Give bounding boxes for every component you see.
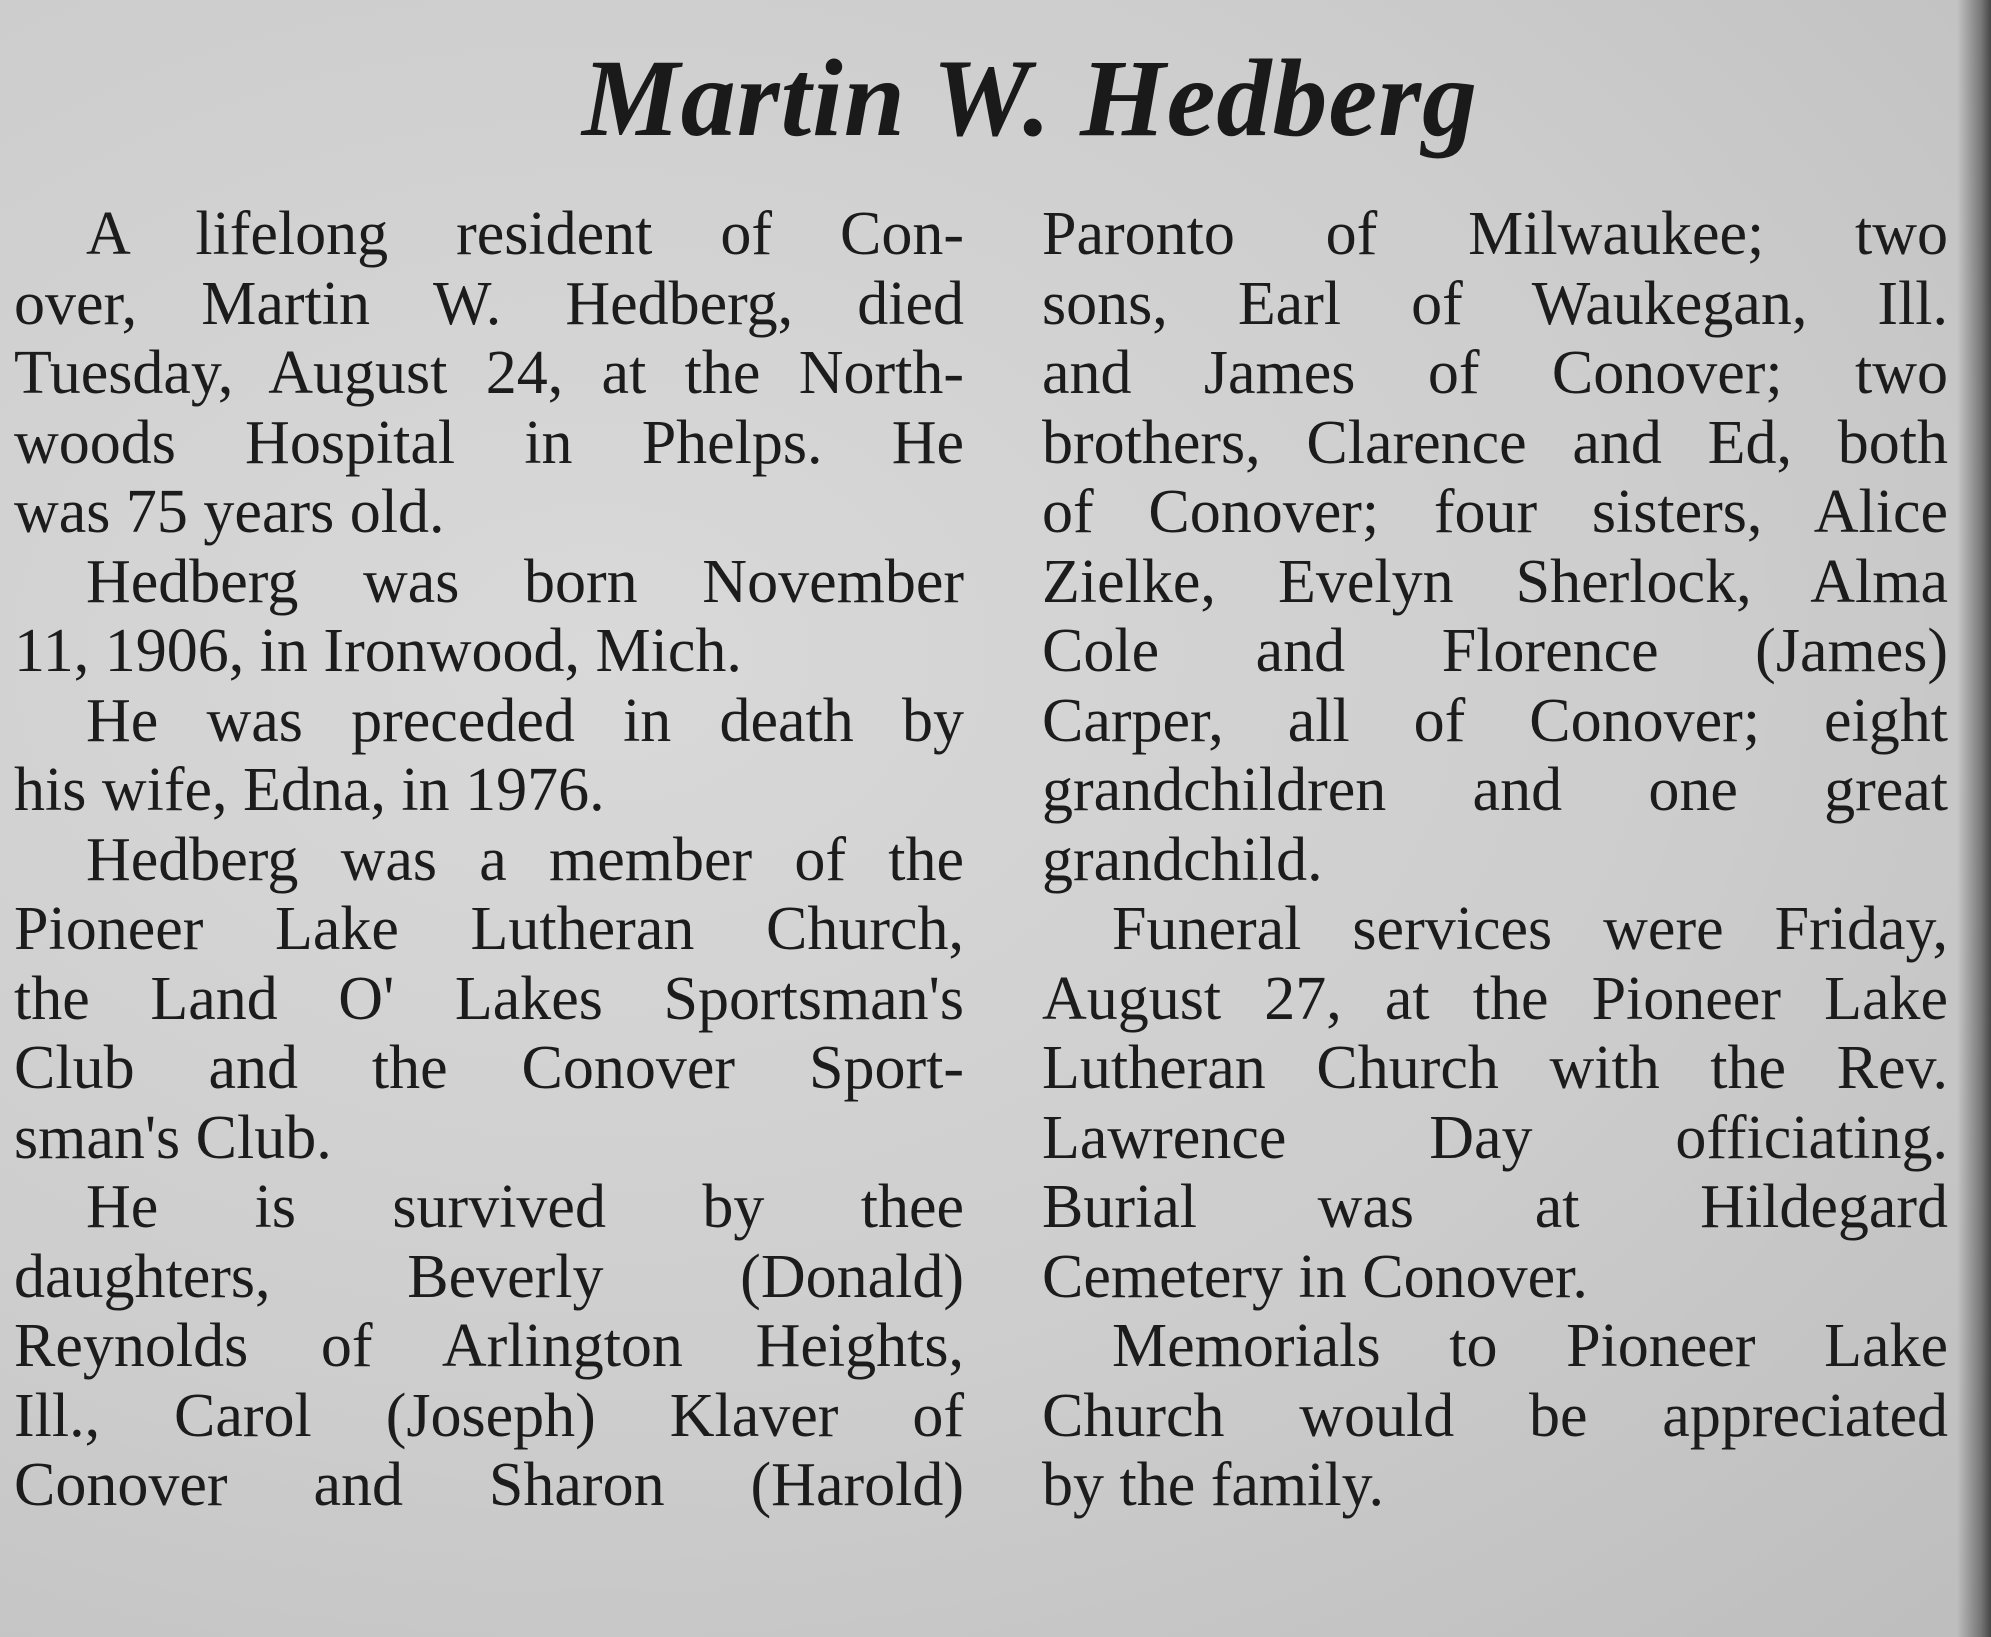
text-line: daughters, Beverly (Donald) bbox=[14, 1242, 964, 1311]
text-line: Ill., Carol (Joseph) Klaver of bbox=[14, 1381, 964, 1450]
text-line: Tuesday, August 24, at the North- bbox=[14, 339, 964, 407]
text-line: Pioneer Lake Lutheran Church, bbox=[14, 895, 964, 963]
text-line: Zielke, Evelyn Sherlock, Alma bbox=[1042, 547, 1948, 616]
text-line: of Conover; four sisters, Alice bbox=[1042, 478, 1948, 546]
text-line: Reynolds of Arlington Heights, bbox=[14, 1312, 964, 1380]
text-line: Cemetery in Conover. bbox=[1042, 1242, 1588, 1311]
text-line: Paronto of Milwaukee; two bbox=[1042, 200, 1948, 268]
text-line: over, Martin W. Hedberg, died bbox=[14, 269, 964, 338]
text-line: Cole and Florence (James) bbox=[1042, 617, 1948, 685]
text-line: the Land O' Lakes Sportsman's bbox=[14, 964, 964, 1033]
text-line: his wife, Edna, in 1976. bbox=[14, 756, 605, 824]
text-line: Carper, all of Conover; eight bbox=[1042, 686, 1948, 755]
text-line: Lutheran Church with the Rev. bbox=[1042, 1034, 1948, 1102]
text-line: and James of Conover; two bbox=[1042, 339, 1948, 407]
text-line: Hedberg was a member of the bbox=[86, 825, 964, 894]
text-line: He is survived by thee bbox=[86, 1173, 964, 1241]
headline: Martin W. Hedberg bbox=[581, 37, 1479, 159]
text-line: Hedberg was born November bbox=[86, 547, 964, 616]
text-line: grandchildren and one great bbox=[1042, 756, 1948, 824]
text-line: 11, 1906, in Ironwood, Mich. bbox=[14, 617, 742, 685]
text-line: by the family. bbox=[1042, 1451, 1385, 1519]
text-line: Church would be appreciated bbox=[1042, 1381, 1948, 1450]
text-line: Lawrence Day officiating. bbox=[1042, 1103, 1948, 1172]
text-line: A lifelong resident of Con- bbox=[86, 200, 964, 268]
text-line: Memorials to Pioneer Lake bbox=[1112, 1312, 1948, 1380]
text-line: August 27, at the Pioneer Lake bbox=[1042, 964, 1948, 1033]
text-line: Burial was at Hildegard bbox=[1042, 1173, 1948, 1241]
text-line: was 75 years old. bbox=[14, 478, 445, 546]
text-line: Conover and Sharon (Harold) bbox=[14, 1451, 964, 1519]
text-line: grandchild. bbox=[1042, 825, 1323, 894]
text-line: Funeral services were Friday, bbox=[1112, 895, 1948, 963]
text-line: brothers, Clarence and Ed, both bbox=[1042, 408, 1948, 477]
text-line: sman's Club. bbox=[14, 1103, 332, 1172]
left-column bbox=[14, 200, 964, 1521]
text-line: woods Hospital in Phelps. He bbox=[14, 408, 964, 477]
text-line: sons, Earl of Waukegan, Ill. bbox=[1042, 269, 1948, 338]
right-column bbox=[1042, 200, 1948, 1521]
text-line: He was preceded in death by bbox=[86, 686, 964, 755]
text-line: Club and the Conover Sport- bbox=[14, 1034, 964, 1102]
